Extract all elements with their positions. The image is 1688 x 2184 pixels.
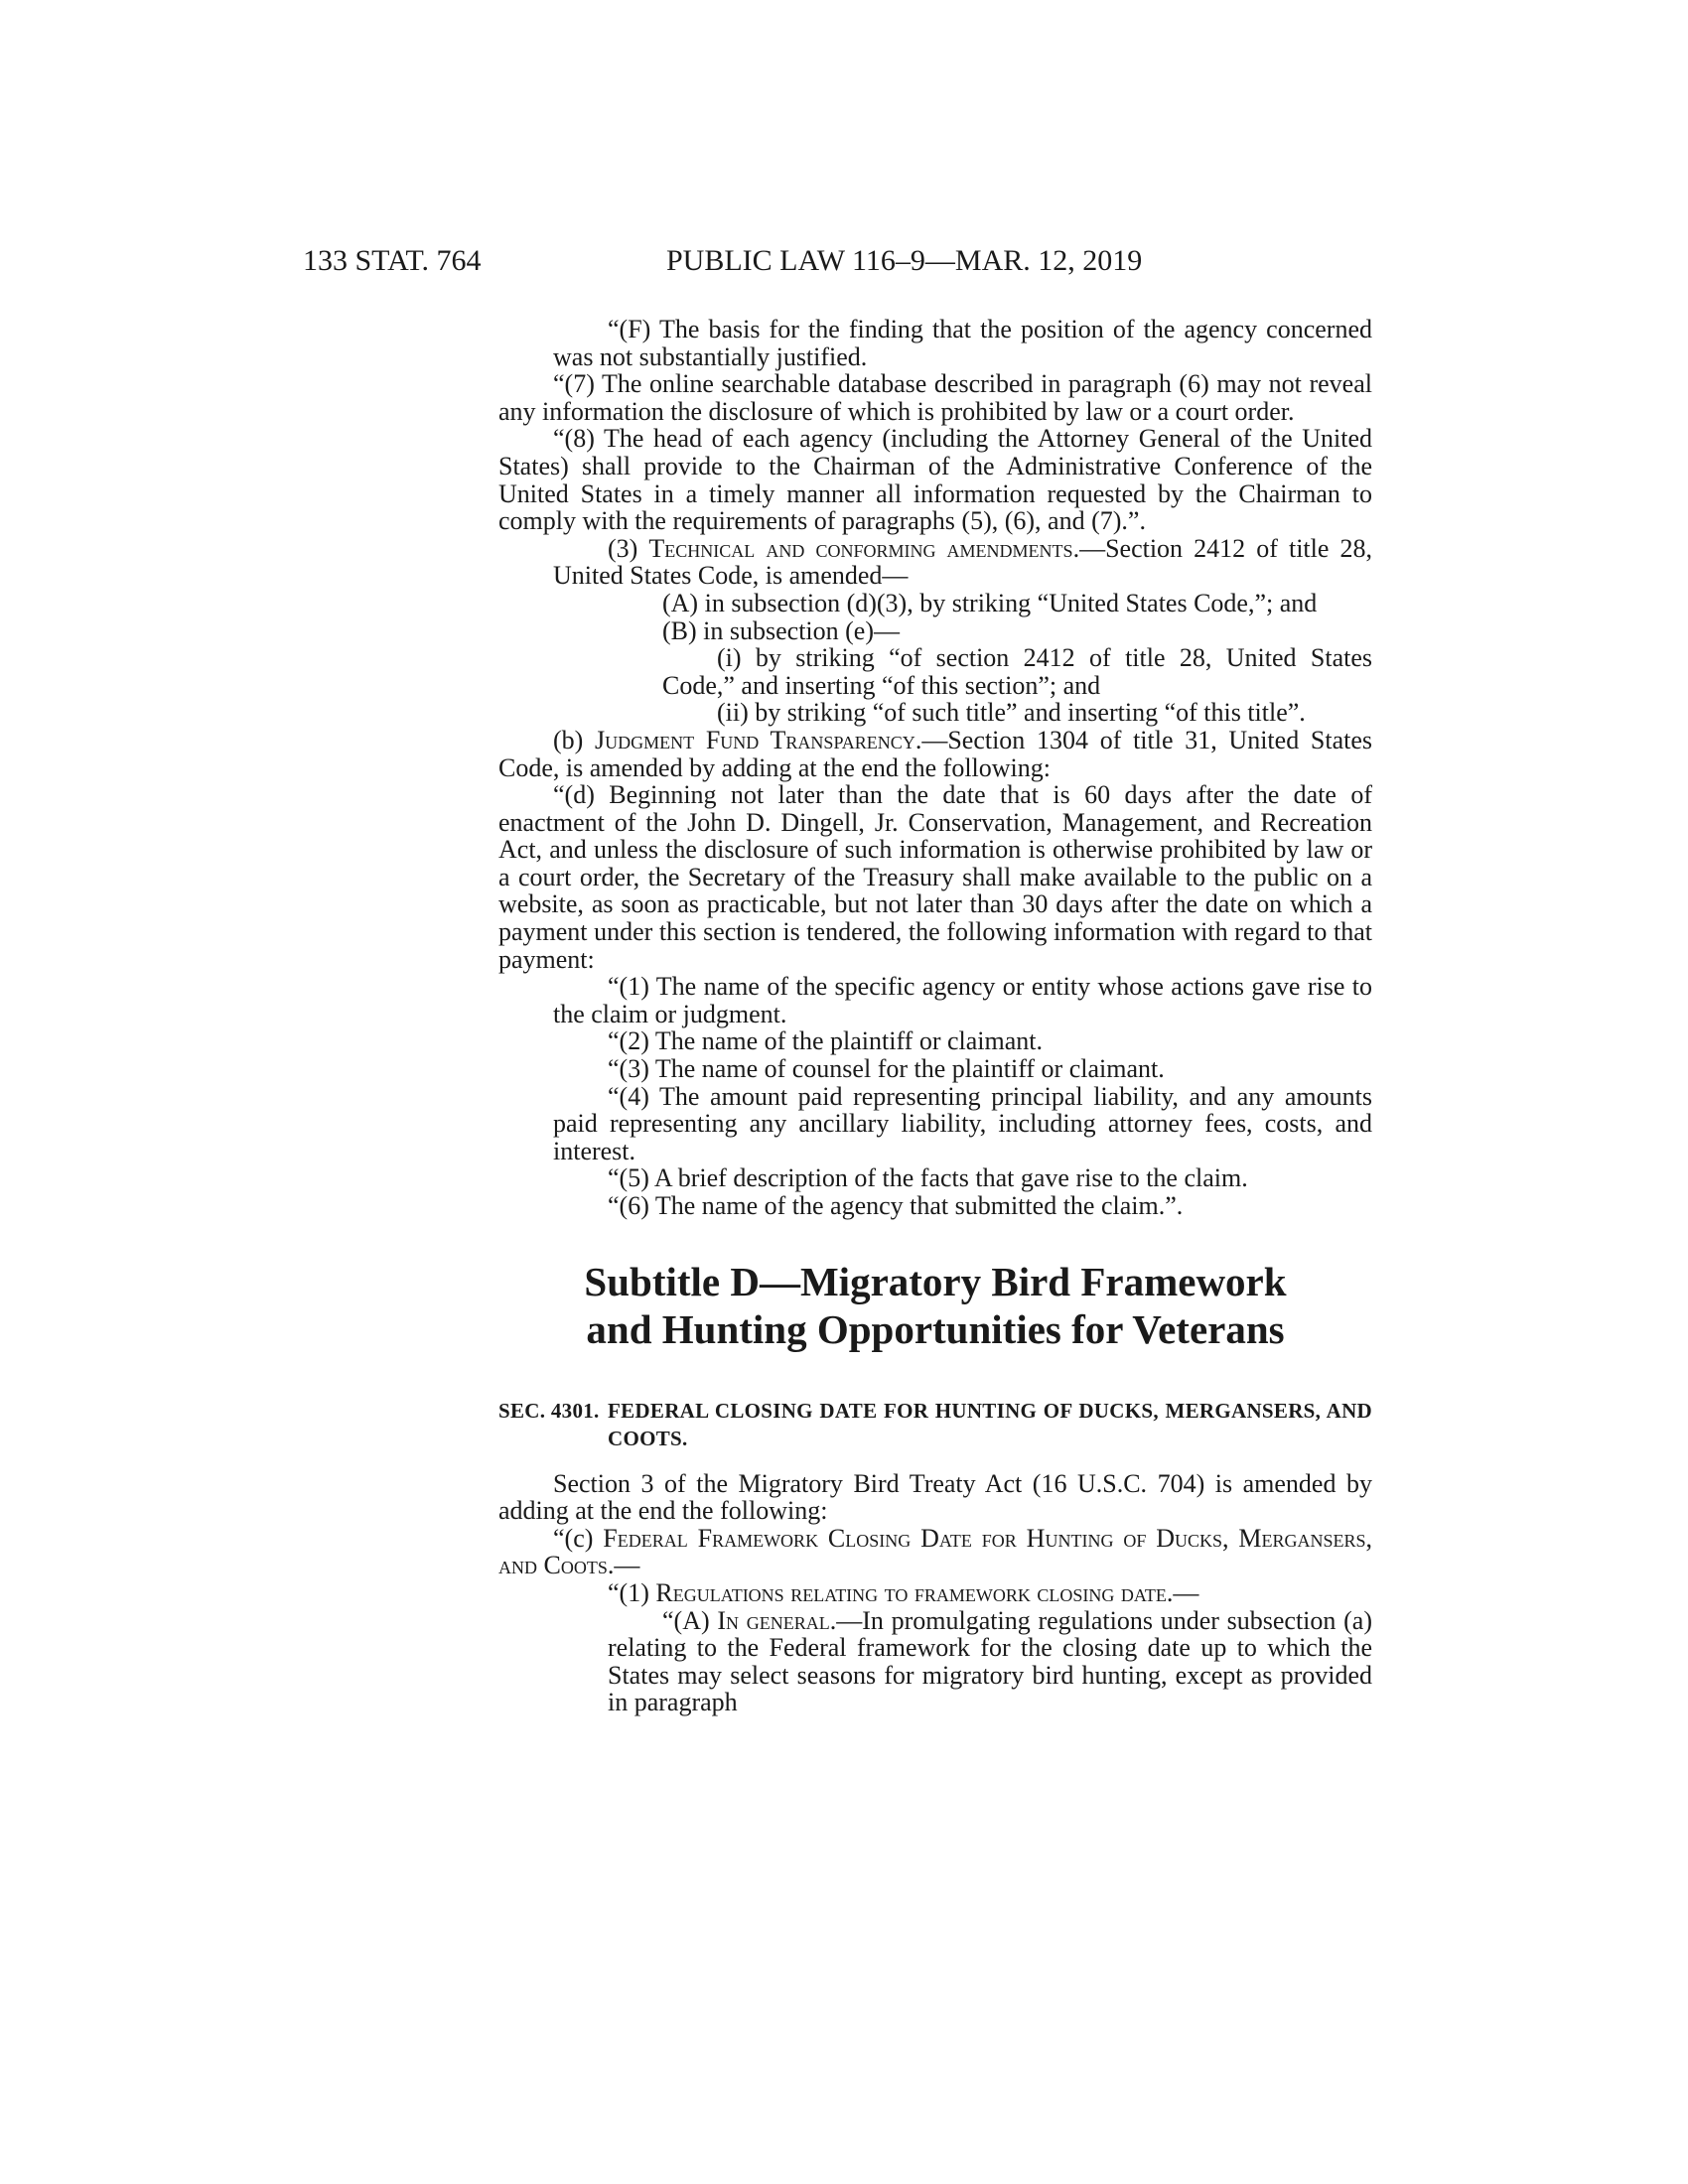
subtitle-line-1: Subtitle D—Migratory Bird Framework (584, 1258, 1287, 1304)
subtitle-line-2: and Hunting Opportunities for Veterans (586, 1305, 1285, 1352)
paragraph-7: “(7) The online searchable database described in paragraph (6) may not reveal any information the disclosure of which is prohibited by law or a court order. (498, 369, 1372, 426)
subsection-c (498, 1525, 1372, 1579)
subsection-b-text: .—Section 1304 of title 31, United States Code, is amended by adding at the end the following: (498, 725, 1373, 782)
section-title: FEDERAL CLOSING DATE FOR HUNTING OF DUCKS, MERGANSERS, AND COOTS. (608, 1398, 1372, 1450)
paragraph-8: “(8) The head of each agency (including the Attorney General of the United States) shall provide to the Chairman of the Administrative Conference of the United States in a timely manner all information requested by the Chairman to comply with the requirements of paragraphs (5), (6), and (7).”. (498, 424, 1372, 536)
stat-reference: 133 STAT. 764 (303, 244, 482, 277)
subsection-b (498, 727, 1372, 781)
list-item-5: “(5) A brief description of the facts that gave rise to the claim. (608, 1163, 1248, 1193)
paragraph-3-number: (3) (608, 533, 649, 563)
list-item-4: “(4) The amount paid representing principal liability, and any amounts paid representing any ancillary liability, including attorney fees, costs, and interest. (553, 1081, 1372, 1165)
list-item-2: “(2) The name of the plaintiff or claimant. (608, 1026, 1043, 1056)
public-law-reference: PUBLIC LAW 116–9—MAR. 12, 2019 (666, 244, 1143, 277)
subparagraph-A-heading: In general (717, 1605, 830, 1635)
list-item-6: “(6) The name of the agency that submitted the claim.”. (608, 1191, 1184, 1220)
paragraph-3-heading: Technical and conforming amendments (648, 533, 1073, 563)
subsection-d: “(d) Beginning not later than the date that is 60 days after the date of enactment of the John D. Dingell, Jr. Conservation, Management, and Recreation Act, and unless the disclosure of such information is otherwise prohibited by law or a court order, the Secretary of the Treasury shall make available to the public on a website, as soon as practicable, but not later than 30 days after the date on which a payment under this section is tendered, the following information with regard to that payment: (498, 780, 1372, 974)
clause-i: (i) by striking “of section 2412 of title 28, United States Code,” and inserting “of this section”; and (662, 643, 1372, 700)
paragraph-1-text: .— (1166, 1577, 1199, 1607)
subsection-c-heading: Federal Framework Closing Date for Hunting of Ducks, Mergansers, and Coots (498, 1523, 1373, 1580)
paragraph-B: (B) in subsection (e)— (662, 615, 901, 645)
page-header (303, 244, 1375, 290)
clause-ii: (ii) by striking “of such title” and inserting “of this title”. (717, 698, 1306, 728)
paragraph-F: “(F) The basis for the finding that the position of the agency concerned was not substantially justified. (553, 315, 1372, 371)
subsection-c-number: “(c) (553, 1523, 604, 1553)
section-intro: Section 3 of the Migratory Bird Treaty Act (16 U.S.C. 704) is amended by adding at the end the following: (498, 1468, 1372, 1526)
subtitle-heading (498, 1258, 1372, 1353)
section-heading (498, 1397, 1372, 1452)
subsection-b-heading: Judgment Fund Transparency (595, 725, 915, 754)
document-body (498, 316, 1372, 1716)
subparagraph-A-number: “(A) (662, 1605, 718, 1635)
paragraph-3 (498, 535, 1372, 590)
list-item-3: “(3) The name of counsel for the plaintiff or claimant. (608, 1054, 1165, 1084)
subparagraph-A-text: .—In promulgating regulations under subsection (a) relating to the Federal framework for the closing date up to which the States may select seasons for migratory bird hunting, except as provided in paragraph (608, 1605, 1372, 1717)
paragraph-1 (498, 1579, 1372, 1607)
paragraph-A: (A) in subsection (d)(3), by striking “United States Code,”; and (662, 588, 1318, 617)
subsection-b-number: (b) (553, 725, 596, 754)
subsection-c-text: .— (607, 1551, 640, 1580)
paragraph-1-heading: Regulations relating to framework closing date (655, 1577, 1167, 1607)
subparagraph-A (498, 1607, 1372, 1716)
paragraph-3-text: .—Section 2412 of title 28, United States Code, is amended— (553, 533, 1372, 591)
section-label: SEC. 4301. (498, 1398, 600, 1423)
paragraph-1-number: “(1) (608, 1577, 656, 1607)
list-item-1: “(1) The name of the specific agency or entity whose actions gave rise to the claim or judgment. (553, 972, 1372, 1028)
